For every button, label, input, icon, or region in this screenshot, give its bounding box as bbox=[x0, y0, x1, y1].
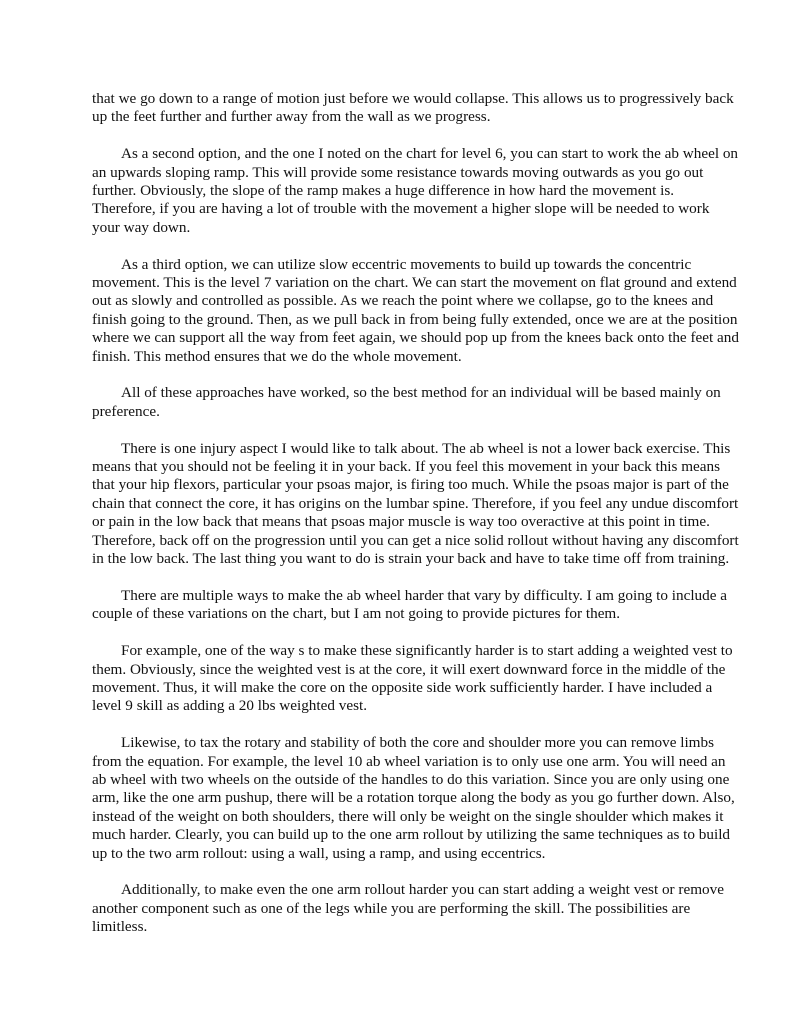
text-line: much harder. Clearly, you can build up to the one arm rollout by utilizing the same techniques as to build bbox=[92, 826, 731, 844]
paragraph-one-arm bbox=[92, 734, 782, 863]
text-line: them. Obviously, since the weighted vest is at the core, it will exert downward force in the middle of the bbox=[92, 660, 726, 678]
text-line: chain that connect the core, it has origins on the lumbar spine. Therefore, if you feel any undue discomfort bbox=[92, 494, 739, 512]
text-line: There is one injury aspect I would like to talk about. The ab wheel is not a lower back exercise. This bbox=[121, 439, 731, 457]
text-line: preference. bbox=[92, 402, 160, 420]
paragraph-harder-variations bbox=[92, 587, 782, 624]
text-line: movement. This is the level 7 variation on the chart. We can start the movement on flat ground and extend bbox=[92, 274, 737, 292]
paragraph-continuation bbox=[92, 90, 782, 127]
text-line: instead of the weight on both shoulders, there will only be weight on the single shoulder which makes it bbox=[92, 807, 724, 825]
text-line: finish. This method ensures that we do the whole movement. bbox=[92, 347, 462, 365]
text-line: movement. Thus, it will make the core on the opposite side work sufficiently harder. I have included a bbox=[92, 678, 713, 696]
text-line: Likewise, to tax the rotary and stability of both the core and shoulder more you can remove limbs bbox=[121, 734, 714, 752]
text-line: For example, one of the way s to make these significantly harder is to start adding a weighted vest to bbox=[121, 642, 733, 660]
paragraph-ramp-option bbox=[92, 145, 782, 237]
text-line: Therefore, back off on the progression until you can get a nice solid rollout without having any discomfort bbox=[92, 531, 739, 549]
text-line: up to the two arm rollout: using a wall, using a ramp, and using eccentrics. bbox=[92, 844, 546, 862]
text-line: There are multiple ways to make the ab wheel harder that vary by difficulty. I am going to include a bbox=[121, 586, 728, 604]
text-line: Additionally, to make even the one arm rollout harder you can start adding a weight vest or remove bbox=[121, 881, 724, 899]
paragraph-eccentric-option bbox=[92, 256, 782, 366]
paragraph-weighted-vest bbox=[92, 642, 782, 716]
text-line: As a third option, we can utilize slow eccentric movements to build up towards the concentric bbox=[121, 255, 692, 273]
text-line: your way down. bbox=[92, 218, 191, 236]
paragraph-approaches bbox=[92, 384, 782, 421]
text-line: an upwards sloping ramp. This will provide some resistance towards moving outwards as you go out bbox=[92, 163, 704, 181]
text-line: couple of these variations on the chart, but I am not going to provide pictures for them. bbox=[92, 605, 621, 623]
text-line: level 9 skill as adding a 20 lbs weighted vest. bbox=[92, 697, 368, 715]
text-line: up the feet further and further away from the wall as we progress. bbox=[92, 108, 491, 126]
text-line: or pain in the low back that means that psoas major muscle is way too overactive at this point in time. bbox=[92, 513, 710, 531]
text-line: As a second option, and the one I noted on the chart for level 6, you can start to work the ab wheel on bbox=[121, 145, 739, 163]
text-line: that we go down to a range of motion just before we would collapse. This allows us to progressively back bbox=[92, 90, 734, 107]
text-line: finish going to the ground. Then, as we pull back in from being fully extended, once we are at the position bbox=[92, 310, 738, 328]
text-line: ab wheel with two wheels on the outside of the handles to do this variation. Since you are only using one bbox=[92, 770, 730, 788]
text-line: that your hip flexors, particular your psoas major, is firing too much. While the psoas major is part of the bbox=[92, 476, 729, 494]
text-line: another component such as one of the legs while you are performing the skill. The possibilities are bbox=[92, 899, 691, 917]
text-line: limitless. bbox=[92, 918, 148, 936]
text-line: Therefore, if you are having a lot of trouble with the movement a higher slope will be needed to work bbox=[92, 200, 710, 218]
text-line: from the equation. For example, the level 10 ab wheel variation is to only use one arm. You will need an bbox=[92, 752, 726, 770]
text-line: where we can support all the way from feet again, we should pop up from the knees back onto the feet and bbox=[92, 329, 739, 347]
text-line: in the low back. The last thing you want to do is strain your back and have to take time off from training. bbox=[92, 550, 730, 568]
document-page bbox=[92, 90, 782, 955]
paragraph-additionally bbox=[92, 881, 782, 936]
text-line: out as slowly and controlled as possible. As we reach the point where we collapse, go to the knees and bbox=[92, 292, 714, 310]
text-line: arm, like the one arm pushup, there will be a rotation torque along the body as you go further down. Also, bbox=[92, 789, 735, 807]
paragraph-injury bbox=[92, 440, 782, 569]
text-line: further. Obviously, the slope of the ramp makes a huge difference in how hard the movement is. bbox=[92, 182, 675, 200]
text-line: means that you should not be feeling it in your back. If you feel this movement in your back this means bbox=[92, 458, 721, 476]
text-line: All of these approaches have worked, so the best method for an individual will be based mainly on bbox=[121, 384, 721, 402]
